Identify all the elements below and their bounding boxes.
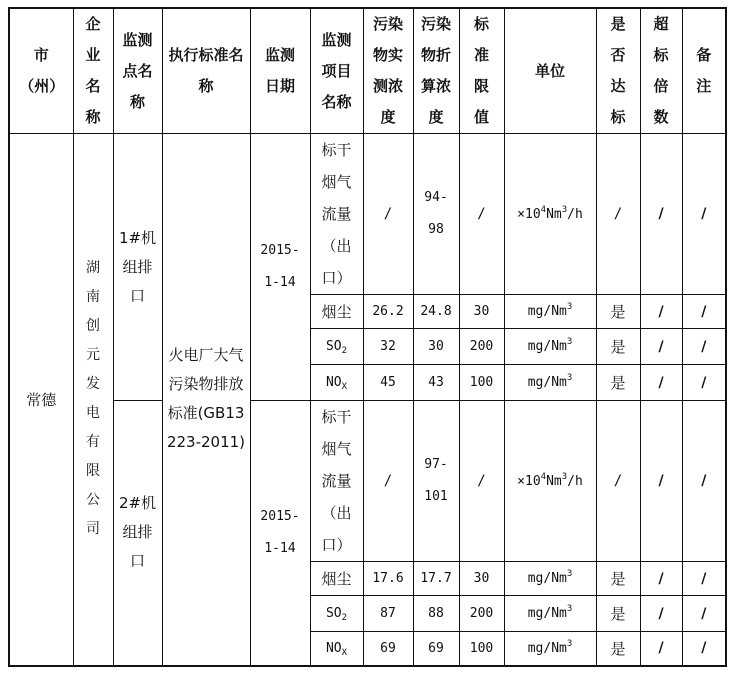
header-converted-text: 污染物折算浓度 bbox=[420, 15, 451, 126]
item-so2-1-sub: 2 bbox=[341, 346, 348, 356]
item-nox-1 bbox=[310, 365, 363, 401]
unit-flow-exp2: 3 bbox=[561, 204, 568, 215]
unit-flow-suffix: /h bbox=[567, 473, 583, 489]
header-company bbox=[73, 8, 113, 134]
remark-so2-1: / bbox=[682, 329, 726, 365]
remark-dust-2: / bbox=[682, 562, 726, 596]
limit-dust-2: 30 bbox=[459, 562, 504, 596]
header-limit-text: 标准限值 bbox=[473, 15, 489, 126]
converted-flow-2 bbox=[413, 401, 459, 562]
exceed-dust-1: / bbox=[640, 295, 682, 329]
header-remark bbox=[682, 8, 726, 134]
limit-flow-1: / bbox=[459, 134, 504, 295]
unit-conc-base: mg/Nm bbox=[527, 304, 567, 319]
company-name: 湖南创元发电有限公司 bbox=[86, 260, 100, 538]
converted-flow-2-text: 97-101 bbox=[424, 457, 448, 504]
limit-so2-1: 200 bbox=[459, 329, 504, 365]
converted-flow-1-text: 94-98 bbox=[424, 190, 448, 237]
header-measured bbox=[363, 8, 413, 134]
date-cell-1 bbox=[250, 134, 310, 401]
header-point bbox=[113, 8, 162, 134]
limit-nox-2: 100 bbox=[459, 632, 504, 666]
unit-conc-exp: 3 bbox=[566, 569, 573, 579]
unit-conc-exp: 3 bbox=[566, 302, 573, 312]
unit-conc-base: mg/Nm bbox=[527, 571, 567, 586]
header-unit bbox=[504, 8, 596, 134]
converted-flow-1 bbox=[413, 134, 459, 295]
measured-flow-2: / bbox=[363, 401, 413, 562]
converted-nox-1: 43 bbox=[413, 365, 459, 401]
item-nox-2-base: NO bbox=[325, 640, 342, 656]
measured-so2-1: 32 bbox=[363, 329, 413, 365]
measured-dust-2: 17.6 bbox=[363, 562, 413, 596]
converted-so2-2: 88 bbox=[413, 596, 459, 632]
compliant-so2-1: 是 bbox=[596, 329, 640, 365]
unit-conc-base: mg/Nm bbox=[527, 339, 567, 354]
unit-so2-1 bbox=[504, 329, 596, 365]
item-nox-1-base: NO bbox=[325, 375, 342, 390]
date-1: 2015-1-14 bbox=[260, 243, 300, 290]
unit-conc-exp: 3 bbox=[566, 337, 573, 347]
measured-flow-1: / bbox=[363, 134, 413, 295]
remark-nox-1: / bbox=[682, 365, 726, 401]
unit-dust-1 bbox=[504, 295, 596, 329]
item-so2-2 bbox=[310, 596, 363, 632]
date-cell-2 bbox=[250, 401, 310, 666]
converted-dust-1: 24.8 bbox=[413, 295, 459, 329]
unit-dust-2 bbox=[504, 562, 596, 596]
exceed-so2-2: / bbox=[640, 596, 682, 632]
unit-so2-2 bbox=[504, 596, 596, 632]
header-company-text: 企业名称 bbox=[85, 15, 101, 126]
header-unit-text: 单位 bbox=[534, 61, 565, 80]
company-cell bbox=[73, 134, 113, 666]
limit-nox-1: 100 bbox=[459, 365, 504, 401]
header-compliant-text: 是否达标 bbox=[610, 15, 626, 126]
point-name-2: 2#机组排口 bbox=[118, 494, 157, 571]
item-so2-2-sub: 2 bbox=[341, 613, 348, 623]
unit-conc-base: mg/Nm bbox=[527, 640, 567, 656]
compliant-so2-2: 是 bbox=[596, 596, 640, 632]
converted-dust-2: 17.7 bbox=[413, 562, 459, 596]
limit-so2-2: 200 bbox=[459, 596, 504, 632]
item-dust-1: 烟尘 bbox=[310, 295, 363, 329]
unit-nox-2 bbox=[504, 632, 596, 666]
item-flow-1-text: 标干烟气流量（出口） bbox=[321, 141, 352, 287]
unit-flow-tail: Nm bbox=[546, 206, 562, 222]
remark-so2-2: / bbox=[682, 596, 726, 632]
table-row bbox=[9, 401, 726, 562]
unit-conc-base: mg/Nm bbox=[527, 375, 567, 390]
exceed-flow-2: / bbox=[640, 401, 682, 562]
exceed-flow-1: / bbox=[640, 134, 682, 295]
date-2: 2015-1-14 bbox=[260, 508, 300, 556]
header-compliant bbox=[596, 8, 640, 134]
compliant-flow-2: / bbox=[596, 401, 640, 562]
item-nox-2-sub: X bbox=[341, 647, 348, 658]
unit-flow-exp: 4 bbox=[540, 204, 547, 215]
header-point-text: 监测点名称 bbox=[122, 30, 153, 111]
standard-name: 火电厂大气污染物排放标准(GB13223-2011) bbox=[166, 346, 246, 452]
header-standard-text: 执行标准名称 bbox=[168, 46, 244, 95]
item-flow-2 bbox=[310, 401, 363, 562]
point-cell-2 bbox=[113, 401, 162, 666]
header-converted bbox=[413, 8, 459, 134]
header-city-text: 市（州） bbox=[19, 46, 65, 95]
remark-dust-1: / bbox=[682, 295, 726, 329]
compliant-flow-1: / bbox=[596, 134, 640, 295]
monitoring-table bbox=[8, 7, 727, 667]
header-date bbox=[250, 8, 310, 134]
item-dust-2: 烟尘 bbox=[310, 562, 363, 596]
item-flow-1 bbox=[310, 134, 363, 295]
unit-flow-suffix: /h bbox=[567, 206, 583, 222]
unit-flow-exp: 4 bbox=[540, 471, 547, 482]
limit-flow-2: / bbox=[459, 401, 504, 562]
header-exceed-text: 超标倍数 bbox=[653, 15, 669, 126]
unit-conc-exp: 3 bbox=[566, 604, 573, 614]
exceed-nox-2: / bbox=[640, 632, 682, 666]
header-date-text: 监测日期 bbox=[264, 46, 295, 95]
unit-flow-base: ×10 bbox=[517, 473, 541, 489]
point-cell-1 bbox=[113, 134, 162, 401]
point-name-1: 1#机组排口 bbox=[118, 228, 157, 305]
measured-nox-1: 45 bbox=[363, 365, 413, 401]
item-so2-1 bbox=[310, 329, 363, 365]
header-item bbox=[310, 8, 363, 134]
compliant-dust-1: 是 bbox=[596, 295, 640, 329]
unit-flow-2 bbox=[504, 401, 596, 562]
compliant-nox-2: 是 bbox=[596, 632, 640, 666]
item-nox-1-sub: X bbox=[341, 382, 348, 392]
header-row bbox=[9, 8, 726, 134]
header-city bbox=[9, 8, 73, 134]
compliant-dust-2: 是 bbox=[596, 562, 640, 596]
item-so2-1-base: SO bbox=[325, 339, 342, 354]
item-nox-2 bbox=[310, 632, 363, 666]
compliant-nox-1: 是 bbox=[596, 365, 640, 401]
unit-flow-1 bbox=[504, 134, 596, 295]
unit-flow-tail: Nm bbox=[546, 473, 562, 489]
unit-nox-1 bbox=[504, 365, 596, 401]
header-limit bbox=[459, 8, 504, 134]
converted-so2-1: 30 bbox=[413, 329, 459, 365]
exceed-nox-1: / bbox=[640, 365, 682, 401]
standard-cell bbox=[162, 134, 250, 666]
header-item-text: 监测项目名称 bbox=[321, 30, 352, 111]
unit-conc-exp: 3 bbox=[566, 373, 573, 383]
header-standard bbox=[162, 8, 250, 134]
item-flow-2-text: 标干烟气流量（出口） bbox=[321, 408, 352, 554]
converted-nox-2: 69 bbox=[413, 632, 459, 666]
header-exceed bbox=[640, 8, 682, 134]
unit-flow-base: ×10 bbox=[517, 206, 541, 222]
header-measured-text: 污染物实测浓度 bbox=[372, 15, 403, 126]
exceed-dust-2: / bbox=[640, 562, 682, 596]
item-so2-2-base: SO bbox=[325, 606, 342, 621]
exceed-so2-1: / bbox=[640, 329, 682, 365]
limit-dust-1: 30 bbox=[459, 295, 504, 329]
header-remark-text: 备注 bbox=[696, 46, 712, 95]
measured-so2-2: 87 bbox=[363, 596, 413, 632]
measured-nox-2: 69 bbox=[363, 632, 413, 666]
unit-conc-base: mg/Nm bbox=[527, 606, 567, 621]
city-cell: 常德 bbox=[9, 134, 73, 666]
measured-dust-1: 26.2 bbox=[363, 295, 413, 329]
remark-nox-2: / bbox=[682, 632, 726, 666]
unit-conc-exp: 3 bbox=[566, 638, 573, 649]
remark-flow-2: / bbox=[682, 401, 726, 562]
remark-flow-1: / bbox=[682, 134, 726, 295]
table-row bbox=[9, 134, 726, 295]
unit-flow-exp2: 3 bbox=[561, 471, 568, 482]
